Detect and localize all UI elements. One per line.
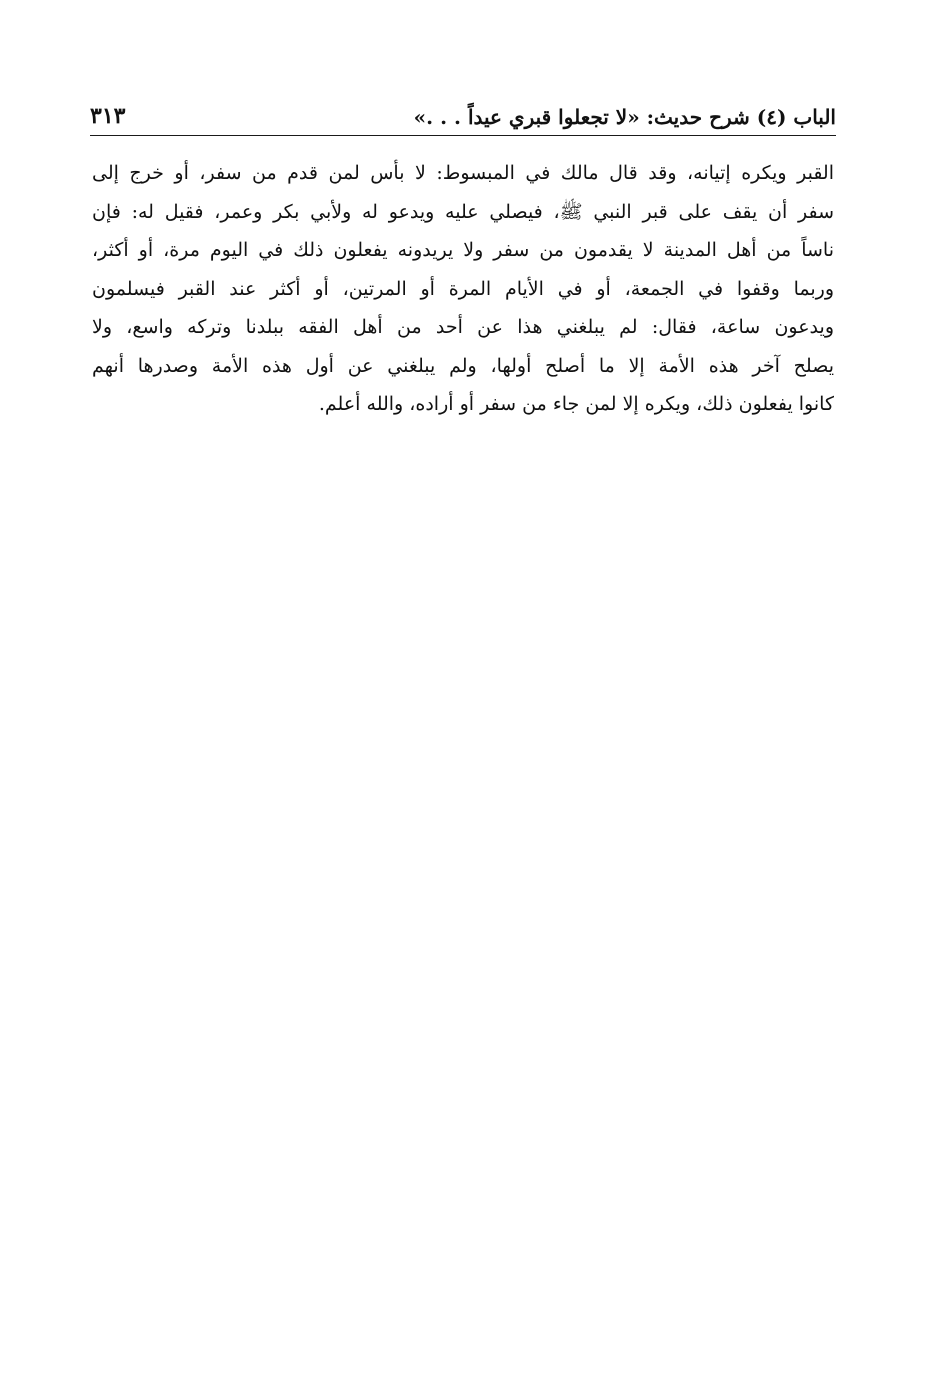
text-line: ناساً من أهل المدينة لا يقدمون من سفر ولا يريدونه يفعلون ذلك في اليوم مرة، أو أكثر،	[92, 239, 834, 261]
chapter-title: الباب (٤) شرح حديث: «لا تجعلوا قبري عيداً . . .»	[413, 105, 836, 129]
text-line: وربما وقفوا في الجمعة، أو في الأيام المرة أو المرتين، أو أكثر عند القبر فيسلمون	[92, 277, 834, 300]
text-line: يصلح آخر هذه الأمة إلا ما أصلح أولها، ولم يبلغني عن أول هذه الأمة وصدرها أنهم	[92, 354, 834, 377]
text-line: سفر أن يقف على قبر النبي ﷺ، فيصلي عليه ويدعو له ولأبي بكر وعمر، فقيل له: فإن	[92, 200, 834, 223]
text-line: القبر ويكره إتيانه، وقد قال مالك في المبسوط: لا بأس لمن قدم من سفر، أو خرج إلى	[92, 162, 834, 184]
text-line: كانوا يفعلون ذلك، ويكره إلا لمن جاء من سفر أو أراده، والله أعلم.	[318, 393, 834, 415]
body-paragraph	[92, 154, 834, 424]
running-header	[90, 96, 836, 136]
page-number: ٣١٣	[90, 103, 126, 129]
text-line: ويدعون ساعة، فقال: لم يبلغني هذا عن أحد من أهل الفقه ببلدنا وتركه واسع، ولا	[92, 316, 834, 338]
